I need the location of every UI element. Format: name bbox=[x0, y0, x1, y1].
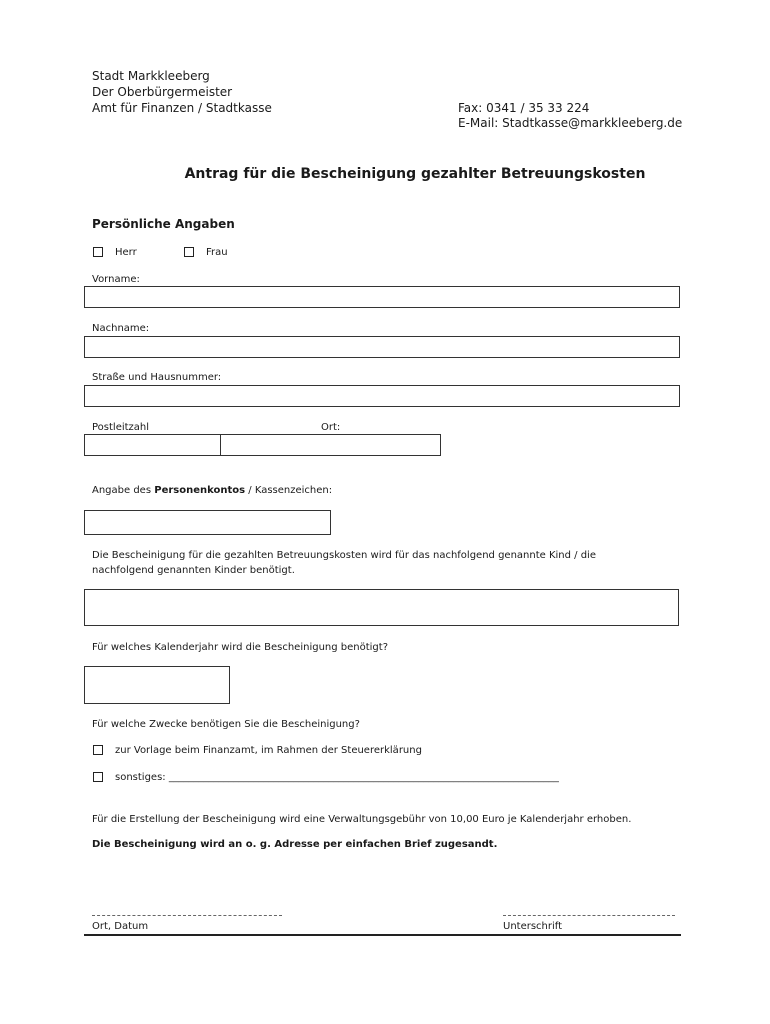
purpose-other-checkbox[interactable] bbox=[93, 772, 103, 782]
purpose-tax-checkbox[interactable] bbox=[93, 745, 103, 755]
firstname-label: Vorname: bbox=[92, 274, 140, 285]
salutation-frau-label: Frau bbox=[206, 247, 228, 258]
account-label bbox=[92, 484, 332, 497]
children-text-line-1: Die Bescheinigung für die gezahlten Betreuungskosten wird für das nachfolgend genannte Kind / die bbox=[92, 550, 596, 561]
account-label-prefix: Angabe des bbox=[92, 485, 155, 496]
salutation-herr-checkbox[interactable] bbox=[93, 247, 103, 257]
account-field[interactable] bbox=[84, 510, 331, 535]
account-label-suffix: / Kassenzeichen: bbox=[245, 485, 333, 496]
purpose-other-label: sonstiges: ______________________________________________________________________________ bbox=[115, 772, 559, 783]
page-title: Antrag für die Bescheinigung gezahlter Betreuungskosten bbox=[184, 166, 646, 182]
sender-line-3: Amt für Finanzen / Stadtkasse bbox=[92, 101, 272, 115]
signature-line bbox=[503, 915, 675, 916]
signature-label: Unterschrift bbox=[503, 921, 563, 932]
place-date-signature-line bbox=[92, 915, 282, 916]
year-question: Für welches Kalenderjahr wird die Bescheinigung benötigt? bbox=[92, 642, 389, 653]
email-address: E-Mail: Stadtkasse@markkleeberg.de bbox=[458, 116, 683, 130]
lastname-field[interactable] bbox=[84, 336, 680, 358]
street-label: Straße und Hausnummer: bbox=[92, 372, 222, 383]
children-text-line-2: nachfolgend genannten Kinder benötigt. bbox=[92, 565, 295, 576]
city-label: Ort: bbox=[321, 422, 341, 433]
sender-line-1: Stadt Markkleeberg bbox=[92, 69, 210, 83]
zip-field[interactable] bbox=[84, 434, 221, 456]
firstname-field[interactable] bbox=[84, 286, 680, 308]
fee-notice: Für die Erstellung der Bescheinigung wird eine Verwaltungsgebühr von 10,00 Euro je Kalenderjahr erhoben. bbox=[92, 814, 632, 825]
lastname-label: Nachname: bbox=[92, 323, 150, 334]
children-field[interactable] bbox=[84, 589, 679, 626]
salutation-frau-checkbox[interactable] bbox=[184, 247, 194, 257]
account-label-bold: Personenkontos bbox=[154, 485, 246, 496]
street-field[interactable] bbox=[84, 385, 680, 407]
purpose-tax-label: zur Vorlage beim Finanzamt, im Rahmen der Steuererklärung bbox=[115, 745, 422, 756]
year-field[interactable] bbox=[84, 666, 230, 704]
fax-number: Fax: 0341 / 35 33 224 bbox=[458, 101, 590, 115]
delivery-notice: Die Bescheinigung wird an o. g. Adresse per einfachen Brief zugesandt. bbox=[92, 839, 498, 850]
sender-line-2: Der Oberbürgermeister bbox=[92, 85, 233, 99]
place-date-label: Ort, Datum bbox=[92, 921, 149, 932]
city-field[interactable] bbox=[220, 434, 441, 456]
footer-rule bbox=[84, 934, 681, 936]
zip-label: Postleitzahl bbox=[92, 422, 150, 433]
salutation-herr-label: Herr bbox=[115, 247, 137, 258]
purpose-question: Für welche Zwecke benötigen Sie die Bescheinigung? bbox=[92, 719, 360, 730]
personal-heading: Persönliche Angaben bbox=[92, 217, 235, 231]
